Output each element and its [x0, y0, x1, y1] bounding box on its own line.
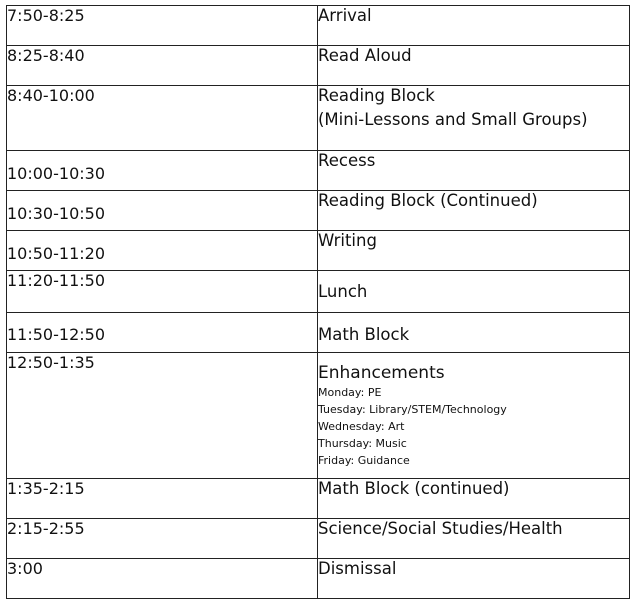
- table-row: [7, 313, 630, 353]
- activity-cell: [318, 353, 630, 479]
- activity-cell: Reading Block (Continued): [318, 191, 630, 231]
- activity-subtitle: (Mini-Lessons and Small Groups): [318, 110, 588, 129]
- detail-line: Thursday: Music: [318, 437, 407, 450]
- table-row: [7, 479, 630, 519]
- table-row: [7, 86, 630, 151]
- activity-cell: Dismissal: [318, 559, 630, 599]
- table-row: [7, 6, 630, 46]
- activity-cell: Arrival: [318, 6, 630, 46]
- activity-title: Enhancements: [318, 363, 445, 383]
- time-cell: 11:20-11:50: [7, 271, 318, 313]
- time-cell: 10:00-10:30: [7, 151, 318, 191]
- table-row: [7, 151, 630, 191]
- activity-cell: Recess: [318, 151, 630, 191]
- activity-cell: Math Block (continued): [318, 479, 630, 519]
- time-cell: 8:25-8:40: [7, 46, 318, 86]
- detail-line: Friday: Guidance: [318, 454, 410, 467]
- time-cell: 7:50-8:25: [7, 6, 318, 46]
- time-cell: 12:50-1:35: [7, 353, 318, 479]
- time-cell: 1:35-2:15: [7, 479, 318, 519]
- table-row: [7, 519, 630, 559]
- table-row: [7, 46, 630, 86]
- activity-cell: Writing: [318, 231, 630, 271]
- activity-cell: Science/Social Studies/Health: [318, 519, 630, 559]
- time-cell: 10:50-11:20: [7, 231, 318, 271]
- table-row: [7, 191, 630, 231]
- detail-line: Monday: PE: [318, 386, 382, 399]
- detail-line: Wednesday: Art: [318, 420, 405, 433]
- time-cell: 11:50-12:50: [7, 313, 318, 353]
- time-cell: 10:30-10:50: [7, 191, 318, 231]
- activity-cell: Read Aloud: [318, 46, 630, 86]
- time-cell: 3:00: [7, 559, 318, 599]
- time-cell: 2:15-2:55: [7, 519, 318, 559]
- table-row: [7, 559, 630, 599]
- table-row: [7, 271, 630, 313]
- detail-line: Tuesday: Library/STEM/Technology: [318, 403, 507, 416]
- table-row: [7, 353, 630, 479]
- schedule-table: [6, 5, 630, 599]
- activity-title: Reading Block: [318, 86, 435, 105]
- time-cell: 8:40-10:00: [7, 86, 318, 151]
- activity-cell: Math Block: [318, 313, 630, 353]
- activity-cell: [318, 86, 630, 151]
- table-row: [7, 231, 630, 271]
- activity-cell: Lunch: [318, 271, 630, 313]
